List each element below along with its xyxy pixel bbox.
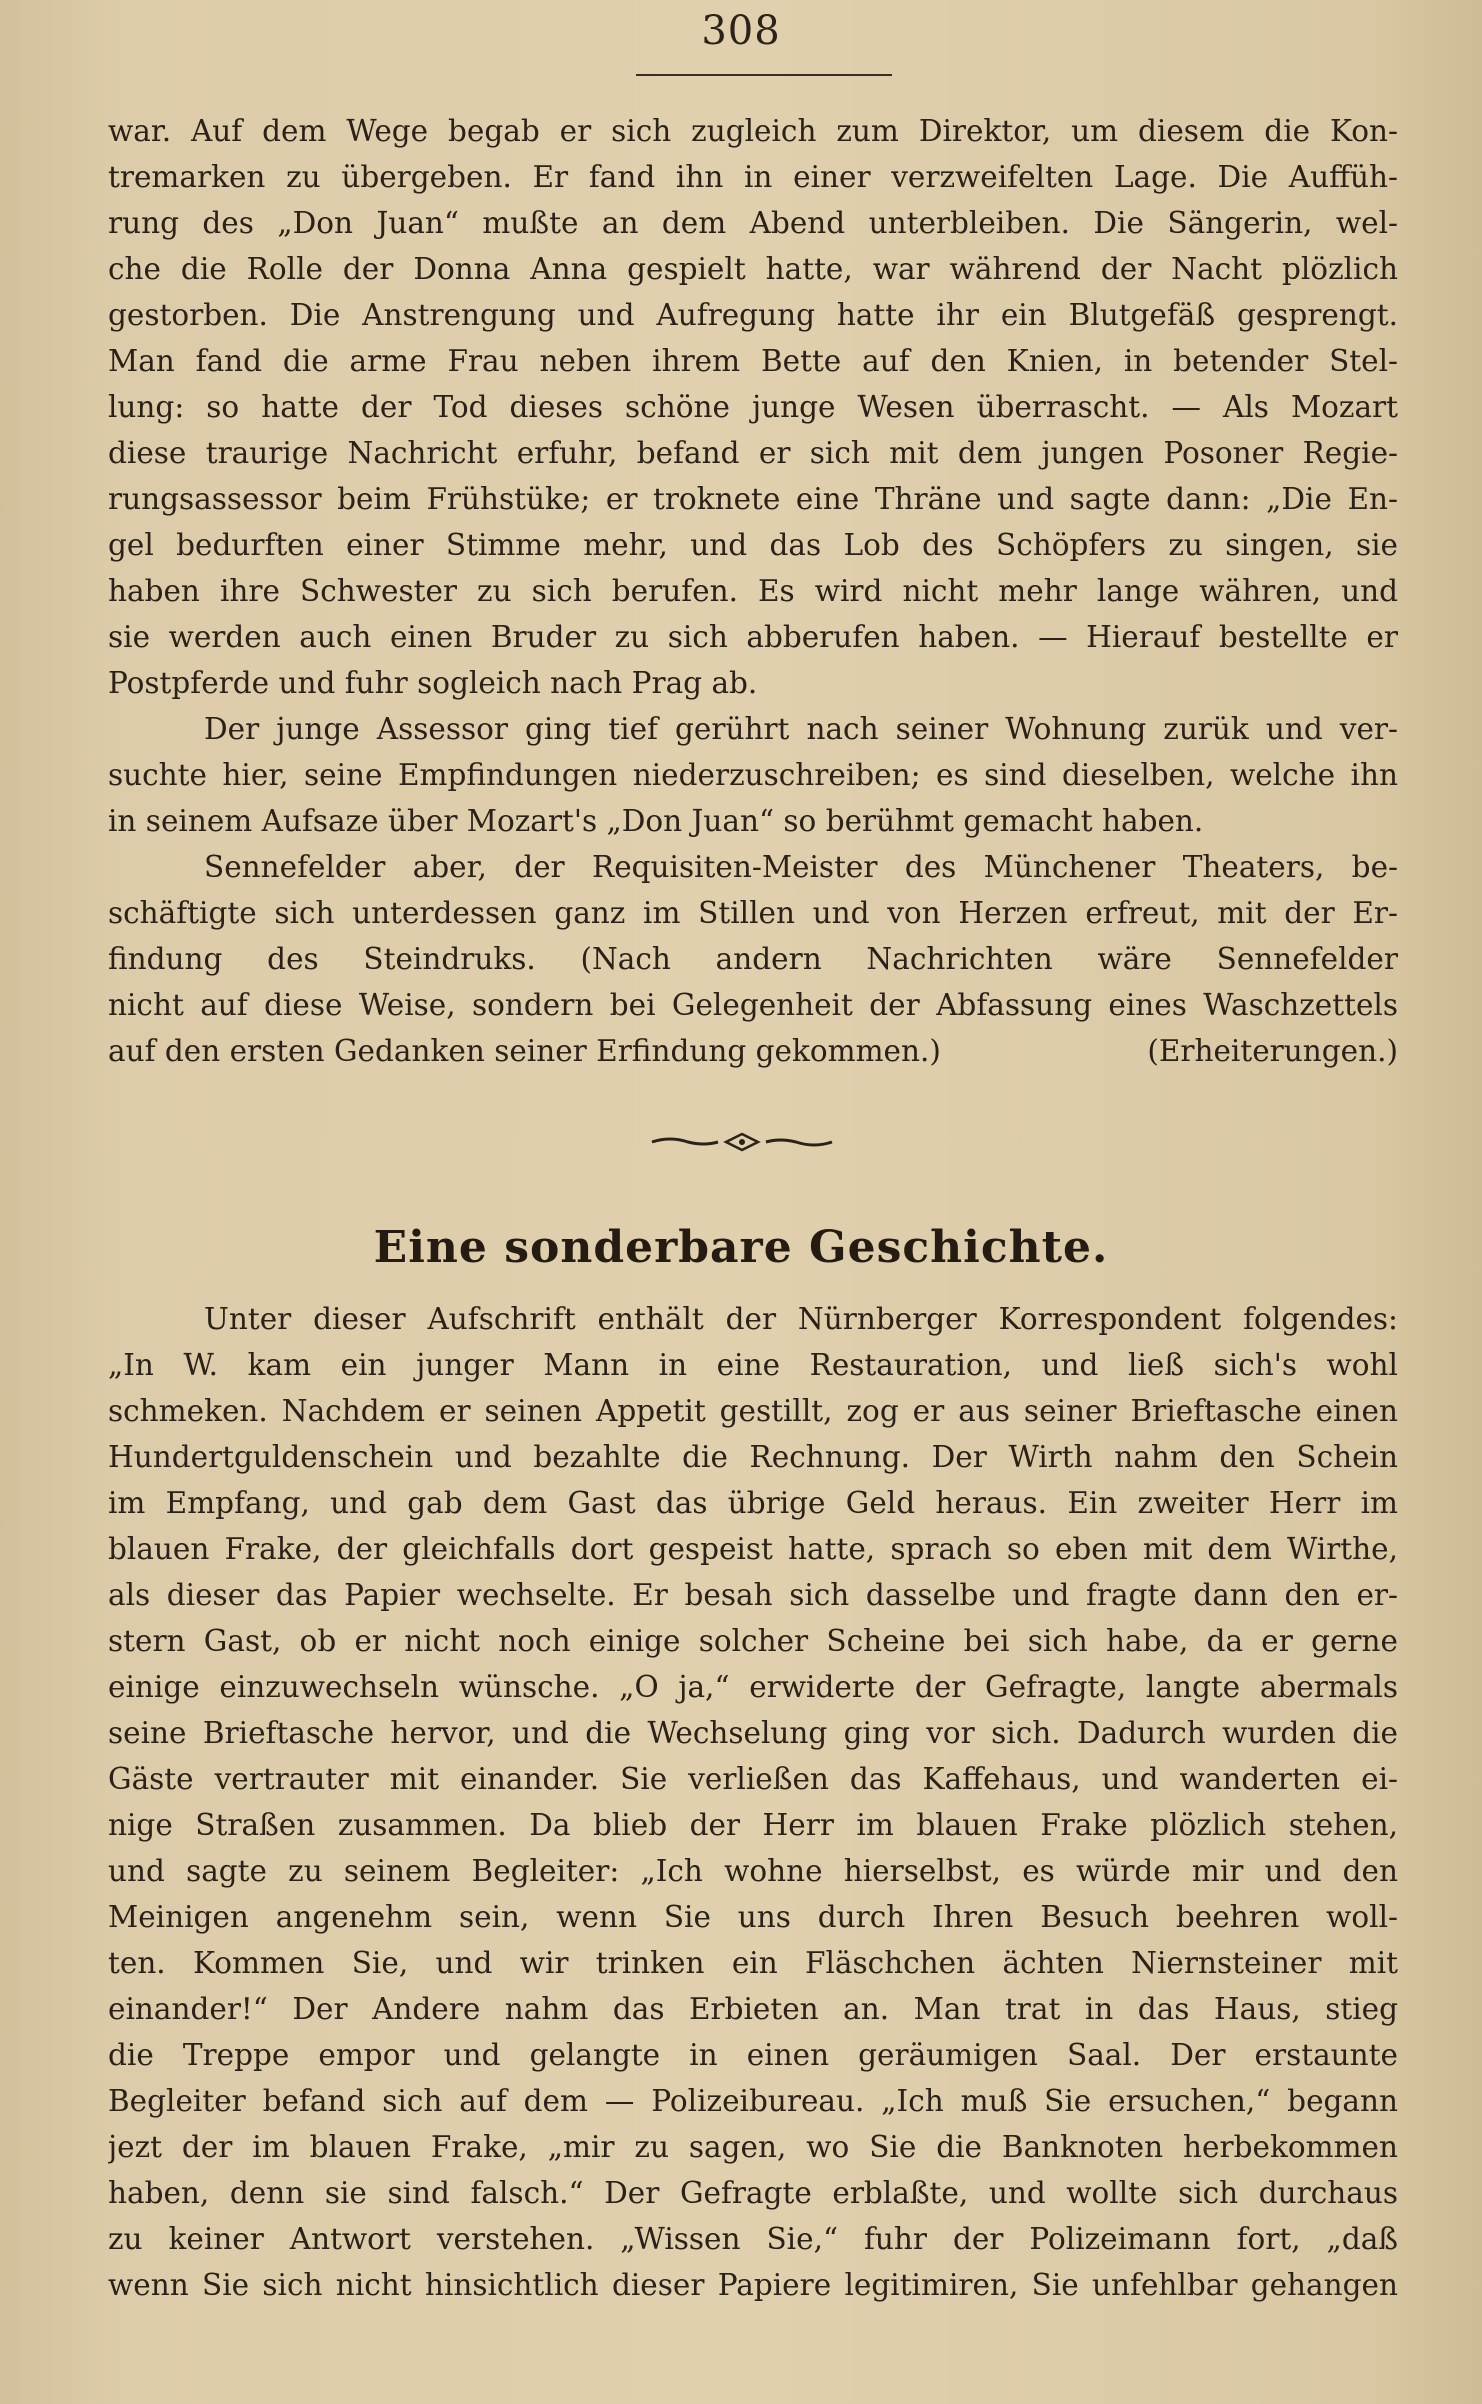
text-line: im Empfang, und gab dem Gast das übrige Geld heraus. Ein zweiter Herr im: [108, 1486, 1398, 1520]
text-line: jezt der im blauen Frake, „mir zu sagen, wo Sie die Banknoten herbekommen: [108, 2130, 1398, 2164]
text-line: Gäste vertrauter mit einander. Sie verließen das Kaffehaus, und wanderten ei-: [108, 1762, 1398, 1796]
text-line: schäftigte sich unterdessen ganz im Stillen und von Herzen erfreut, mit der Er-: [108, 896, 1398, 930]
text-line: „In W. kam ein junger Mann in eine Restauration, und ließ sich's wohl: [108, 1348, 1398, 1382]
text-line: seine Brieftasche hervor, und die Wechselung ging vor sich. Dadurch wurden die: [108, 1716, 1398, 1750]
text-line: als dieser das Papier wechselte. Er besah sich dasselbe und fragte dann den er-: [108, 1578, 1398, 1612]
page-number: 308: [701, 8, 781, 54]
source-citation: (Erheiterungen.): [1147, 1034, 1398, 1068]
text-line: rungsassessor beim Frühstüke; er troknete eine Thräne und sagte dann: „Die En-: [108, 482, 1398, 516]
text-line: Hundertguldenschein und bezahlte die Rechnung. Der Wirth nahm den Schein: [108, 1440, 1398, 1474]
text-line: sie werden auch einen Bruder zu sich abberufen haben. — Hierauf bestellte er: [108, 620, 1398, 654]
text-line: schmeken. Nachdem er seinen Appetit gestillt, zog er aus seiner Brieftasche einen: [108, 1394, 1398, 1428]
text-line: lung: so hatte der Tod dieses schöne junge Wesen überrascht. — Als Mozart: [108, 390, 1398, 424]
text-line: Unter dieser Aufschrift enthält der Nürnberger Korrespondent folgendes:: [204, 1302, 1398, 1336]
header-rule: [636, 74, 892, 76]
text-line: in seinem Aufsaze über Mozart's „Don Juan“ so berühmt gemacht haben.: [108, 804, 1204, 838]
text-block-bottom: [108, 1296, 1398, 2308]
text-line: und sagte zu seinem Begleiter: „Ich wohne hierselbst, es würde mir und den: [108, 1854, 1398, 1888]
text-line: suchte hier, seine Empfindungen niederzuschreiben; es sind dieselben, welche ihn: [108, 758, 1398, 792]
text-line: diese traurige Nachricht erfuhr, befand er sich mit dem jungen Posoner Regie-: [108, 436, 1398, 470]
paragraph-sennefelder: [108, 844, 1398, 1074]
text-line: die Treppe empor und gelangte in einen geräumigen Saal. Der erstaunte: [108, 2038, 1398, 2072]
text-line: tremarken zu übergeben. Er fand ihn in einer verzweifelten Lage. Die Auffüh-: [108, 160, 1398, 194]
ornament-divider: [650, 1130, 834, 1154]
text-line: findung des Steindruks. (Nach andern Nachrichten wäre Sennefelder: [108, 942, 1398, 976]
text-line: ten. Kommen Sie, und wir trinken ein Fläschchen ächten Niernsteiner mit: [108, 1946, 1398, 1980]
text-line: Man fand die arme Frau neben ihrem Bette auf den Knien, in betender Stel-: [108, 344, 1398, 378]
text-line: gestorben. Die Anstrengung und Aufregung hatte ihr ein Blutgefäß gesprengt.: [108, 298, 1398, 332]
text-line: blauen Frake, der gleichfalls dort gespeist hatte, sprach so eben mit dem Wirthe,: [108, 1532, 1398, 1566]
text-line: che die Rolle der Donna Anna gespielt hatte, war während der Nacht plözlich: [108, 252, 1398, 286]
text-line: einige einzuwechseln wünsche. „O ja,“ erwiderte der Gefragte, langte abermals: [108, 1670, 1398, 1704]
text-line: wenn Sie sich nicht hinsichtlich dieser Papiere legitimiren, Sie unfehlbar gehangen: [108, 2268, 1398, 2302]
text-line: stern Gast, ob er nicht noch einige solcher Scheine bei sich habe, da er gerne: [108, 1624, 1398, 1658]
text-line: haben ihre Schwester zu sich berufen. Es wird nicht mehr lange währen, und: [108, 574, 1398, 608]
text-line: nige Straßen zusammen. Da blieb der Herr im blauen Frake plözlich stehen,: [108, 1808, 1398, 1842]
text-line: gel bedurften einer Stimme mehr, und das Lob des Schöpfers zu singen, sie: [108, 528, 1398, 562]
text-line: Begleiter befand sich auf dem — Polizeibureau. „Ich muß Sie ersuchen,“ begann: [108, 2084, 1398, 2118]
text-line: haben, denn sie sind falsch.“ Der Gefragte erblaßte, und wollte sich durchaus: [108, 2176, 1398, 2210]
text-line: Der junge Assessor ging tief gerührt nach seiner Wohnung zurük und ver-: [204, 712, 1398, 746]
text-line: war. Auf dem Wege begab er sich zugleich zum Direktor, um diesem die Kon-: [108, 114, 1398, 148]
text-line: rung des „Don Juan“ mußte an dem Abend unterbleiben. Die Sängerin, wel-: [108, 206, 1398, 240]
text-line: Postpferde und fuhr sogleich nach Prag ab.: [108, 666, 758, 700]
paragraph-mozart: [108, 108, 1398, 706]
text-line: zu keiner Antwort verstehen. „Wissen Sie,“ fuhr der Polizeimann fort, „daß: [108, 2222, 1398, 2256]
paragraph-story: [108, 1296, 1398, 2308]
text-block-top: [108, 108, 1398, 1074]
text-line: Meinigen angenehm sein, wenn Sie uns durch Ihren Besuch beehren woll-: [108, 1900, 1398, 1934]
closing-text: auf den ersten Gedanken seiner Erfindung gekommen.): [108, 1034, 941, 1068]
section-title: Eine sonderbare Geschichte.: [373, 1222, 1109, 1273]
text-line: Sennefelder aber, der Requisiten-Meister des Münchener Theaters, be-: [204, 850, 1398, 884]
paragraph-assessor: [108, 706, 1398, 844]
text-line: einander!“ Der Andere nahm das Erbieten an. Man trat in das Haus, stieg: [108, 1992, 1398, 2026]
text-line-closing: [108, 1028, 1398, 1074]
text-line: nicht auf diese Weise, sondern bei Gelegenheit der Abfassung eines Waschzettels: [108, 988, 1398, 1022]
